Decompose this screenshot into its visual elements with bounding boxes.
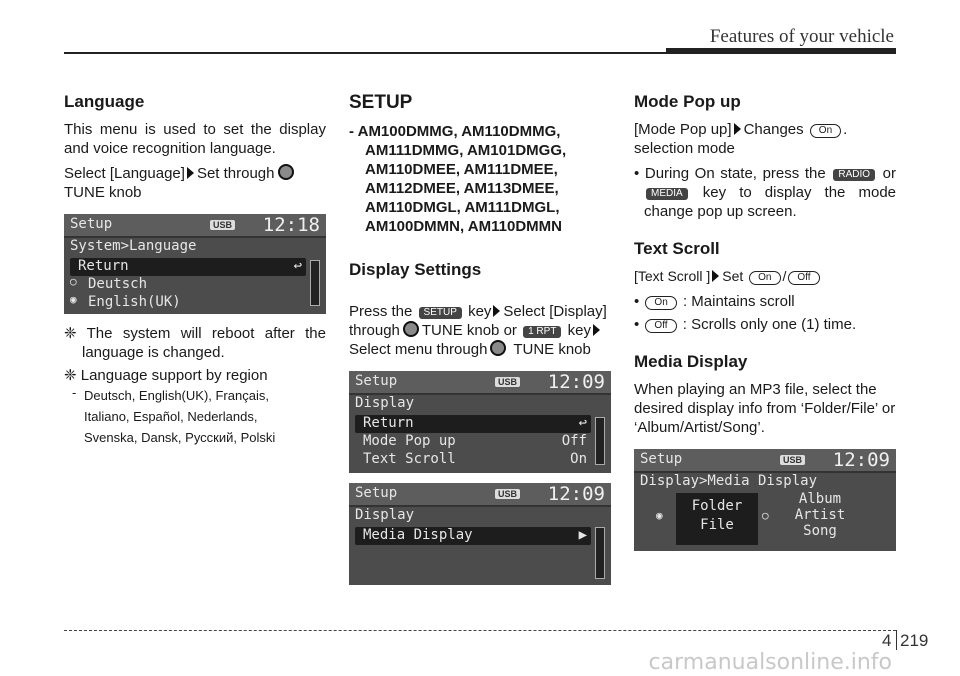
mode-popup-description: [Mode Pop up] Changes On . selection mode [634,121,848,157]
menu-item-deutsch[interactable]: ○ Deutsch [70,275,148,292]
rpt-key-icon: 1 RPT [523,326,561,338]
model-list: - AM100DMMG, AM110DMMG, AM111DMMG, AM101DMGG, AM110DMEE, AM111DMEE, AM112DMEE, AM113DMEE, AM110DMGL, AM111DMGL, AM100DMMN, AM110DMMN [349,123,567,235]
off-option-icon: Off [645,319,676,333]
language-screen [64,214,326,314]
chapter-number: 4 [882,631,892,650]
usb-badge: USB [495,489,520,499]
option-album-artist-song[interactable]: Album Artist Song [794,491,846,539]
screen-path: Display [355,507,415,523]
usb-badge: USB [495,377,520,387]
media-display-heading: Media Display [634,352,748,371]
media-key-icon: MEDIA [646,188,688,200]
menu-item-media-display[interactable]: Media Display ▶ [355,527,591,545]
on-option-icon: On [749,271,780,285]
return-icon: ↩ [293,258,302,274]
return-icon: ↩ [578,415,587,431]
arrow-right-icon [734,123,741,135]
text-scroll-heading: Text Scroll [634,239,720,258]
language-intro: This menu is used to set the display and voice recognition language. [64,121,326,157]
section-title: Features of your vehicle [709,26,894,47]
tune-knob-icon [403,321,419,337]
menu-item-text-scroll[interactable]: Text Scroll On [363,451,587,467]
arrow-right-icon [187,167,194,179]
screen-title: Setup [70,216,113,232]
media-display-body: When playing an MP3 file, select the desired display info from ‘Folder/File’ or ‘Album/Artist/Song’. [634,381,896,436]
text-scroll-on-bullet: • On : Maintains scroll [634,293,795,310]
tune-knob-icon [278,164,294,180]
language-select-instruction: Select [Language] Set through TUNE knob [64,164,326,202]
screen-title: Setup [355,373,398,389]
off-option-icon: Off [788,271,819,285]
reboot-note: ❈ The system will reboot after the language is changed. [64,325,326,361]
scrollbar[interactable] [595,527,605,579]
page-separator [896,630,897,650]
display-screen [349,371,611,473]
screen-path: System>Language [70,238,197,254]
radio-selected-icon: ◉ [70,293,77,306]
clock: 12:09 [547,483,605,505]
display-instruction: Press the SETUP key Select [Display] through TUNE knob or 1 RPT keySelect menu through TUNE knob [349,303,607,358]
radio-key-icon: RADIO [833,169,875,181]
setup-heading: SETUP [349,92,413,113]
screen-path: Display>Media Display [640,473,818,489]
menu-item-return[interactable]: Return ↩ [70,258,306,276]
radio-empty-icon: ○ [762,509,769,522]
mode-popup-bullet: • During On state, press the RADIO or MEDIA key to display the mode change pop up screen. [634,165,897,220]
text-scroll-off-bullet: • Off : Scrolls only one (1) time. [634,316,857,333]
on-option-icon: On [645,296,676,310]
menu-item-return[interactable]: Return ↩ [355,415,591,433]
arrow-right-icon [593,324,600,336]
tune-knob-icon [490,340,506,356]
text-scroll-description: [Text Scroll ] Set On / Off [634,267,896,286]
usb-badge: USB [210,220,235,230]
screen-path: Display [355,395,415,411]
on-option-icon: On [810,124,841,138]
screen-title: Setup [355,485,398,501]
media-display-menu-screen [349,483,611,585]
page-number: 219 [900,631,929,650]
options-column [634,92,896,551]
usb-badge: USB [780,455,805,465]
scrollbar[interactable] [310,260,320,306]
arrow-right-icon [712,270,719,282]
clock: 12:09 [832,449,890,471]
region-list: - Deutsch, English(UK), Français, Italiano, Español, Nederlands, Svenska, Dansk, Русский, Polski [72,385,276,445]
region-note: ❈ Language support by region [64,367,268,384]
mode-popup-heading: Mode Pop up [634,92,741,111]
menu-item-english[interactable]: ◉ English(UK) [70,293,181,310]
option-folder-file[interactable]: Folder File [676,493,758,545]
clock: 12:09 [547,371,605,393]
menu-item-mode-popup[interactable]: Mode Pop up Off [363,433,587,449]
footer-rule [64,630,896,631]
clock: 12:18 [262,214,320,236]
watermark: carmanualsonline.info [648,650,892,675]
language-heading: Language [64,92,145,111]
screen-title: Setup [640,451,683,467]
arrow-right-icon [493,305,500,317]
header-rule [64,52,896,54]
radio-selected-icon: ◉ [656,509,663,522]
setup-column [349,92,611,585]
display-settings-heading: Display Settings [349,260,482,279]
scrollbar[interactable] [595,417,605,465]
media-display-screen [634,449,896,551]
language-column [64,92,326,448]
setup-key-icon: SETUP [419,307,462,319]
chevron-right-icon: ▶ [578,527,587,543]
radio-empty-icon: ○ [70,275,77,288]
